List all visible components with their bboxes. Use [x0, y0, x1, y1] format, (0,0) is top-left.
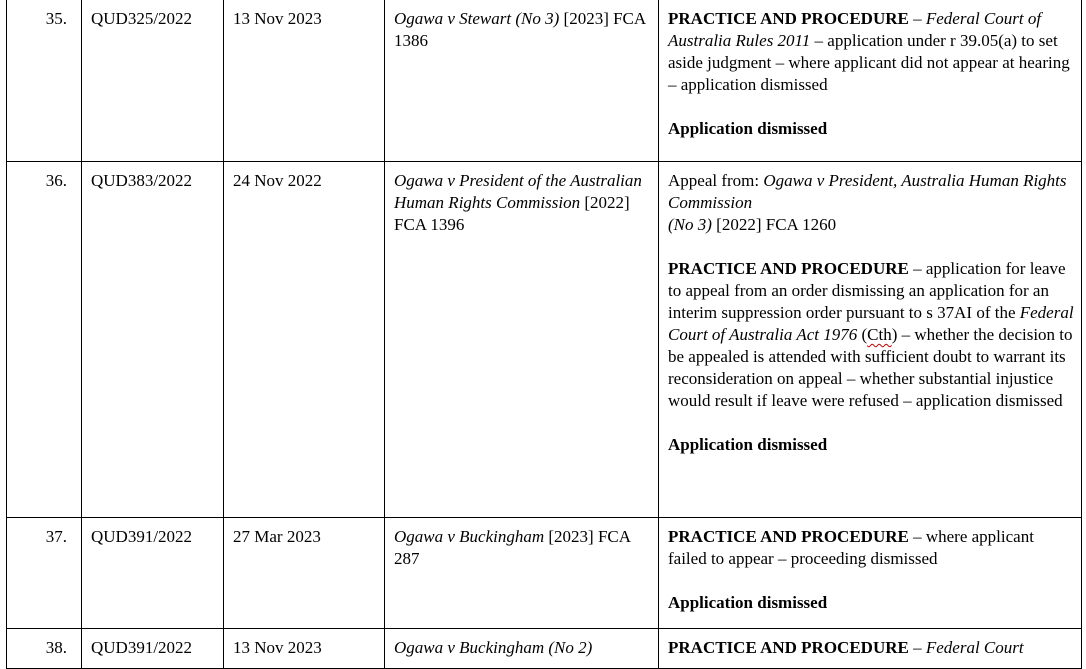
- catchword-text: – where applicant failed to appear – proceeding dismissed: [668, 527, 1034, 568]
- catchword-legislation: Federal Court of Australia Act 1976: [668, 303, 1074, 344]
- case-citation: [2023] FCA 287: [394, 527, 631, 568]
- catchword-legislation: Federal Court of Australia Rules 2011: [668, 9, 1042, 50]
- catchword-text: –: [908, 9, 926, 28]
- case-name: [385, 629, 659, 669]
- spellcheck-word: Cth: [867, 325, 892, 344]
- result: Application dismissed: [668, 435, 828, 454]
- case-title: Ogawa v President of the Australian Human Rights Commission: [394, 171, 642, 212]
- catchwords: [659, 0, 1082, 162]
- file-number: QUD325/2022: [82, 0, 224, 162]
- catchword-text: – application under r 39.05(a) to set aside judgment – where applicant did not appear at hearing – application dismissed: [668, 31, 1070, 94]
- catchword-heading: PRACTICE AND PROCEDURE: [668, 259, 909, 278]
- catchword-legislation: Federal Court: [925, 638, 1024, 657]
- case-title: Ogawa v Stewart (No 3): [394, 9, 560, 28]
- appeal-prefix: Appeal from:: [668, 171, 764, 190]
- file-number: QUD383/2022: [82, 162, 224, 518]
- catchwords: [659, 629, 1082, 669]
- case-name: [385, 162, 659, 518]
- catchwords: [659, 518, 1082, 629]
- row-number: 35.: [7, 0, 82, 162]
- catchword-heading: PRACTICE AND PROCEDURE: [668, 638, 909, 657]
- row-number: 37.: [7, 518, 82, 629]
- catchword-heading: PRACTICE AND PROCEDURE: [668, 527, 909, 546]
- catchword-text: ) – whether the decision to be appealed is attended with sufficient doubt to warrant its reconsideration on appeal – whether substantial injustice would result if leave were refused – application dismissed: [668, 325, 1073, 410]
- row-number: 38.: [7, 629, 82, 669]
- case-title: Ogawa v Buckingham (No 2): [394, 638, 593, 657]
- judgments-table: [6, 0, 1082, 669]
- case-citation: [2023] FCA 1386: [394, 9, 646, 50]
- table-row: [7, 629, 1082, 669]
- catchword-heading: PRACTICE AND PROCEDURE: [668, 9, 909, 28]
- file-number: QUD391/2022: [82, 518, 224, 629]
- result: Application dismissed: [668, 119, 828, 138]
- case-title: Ogawa v Buckingham: [394, 527, 545, 546]
- catchwords: [659, 162, 1082, 518]
- table-row: [7, 162, 1082, 518]
- case-name: [385, 518, 659, 629]
- case-citation: [2022] FCA 1396: [394, 193, 630, 234]
- file-number: QUD391/2022: [82, 629, 224, 669]
- table-row: [7, 0, 1082, 162]
- judgment-date: 13 Nov 2023: [224, 0, 385, 162]
- catchword-text: – application for leave to appeal from an order dismissing an application for an interim suppression order pursuant to s 37AI of the: [668, 259, 1066, 322]
- judgment-date: 13 Nov 2023: [224, 629, 385, 669]
- judgment-date: 27 Mar 2023: [224, 518, 385, 629]
- table-row: [7, 518, 1082, 629]
- appeal-case-title: Ogawa v President, Australia Human Rights Commission: [668, 171, 1067, 212]
- case-name: [385, 0, 659, 162]
- judgment-date: 24 Nov 2022: [224, 162, 385, 518]
- catchword-text: –: [908, 638, 926, 657]
- result: Application dismissed: [668, 593, 828, 612]
- catchword-text: (: [857, 325, 868, 344]
- appeal-from: [668, 170, 1075, 236]
- appeal-case-suffix: (No 3): [668, 215, 712, 234]
- appeal-citation: [2022] FCA 1260: [711, 215, 837, 234]
- row-number: 36.: [7, 162, 82, 518]
